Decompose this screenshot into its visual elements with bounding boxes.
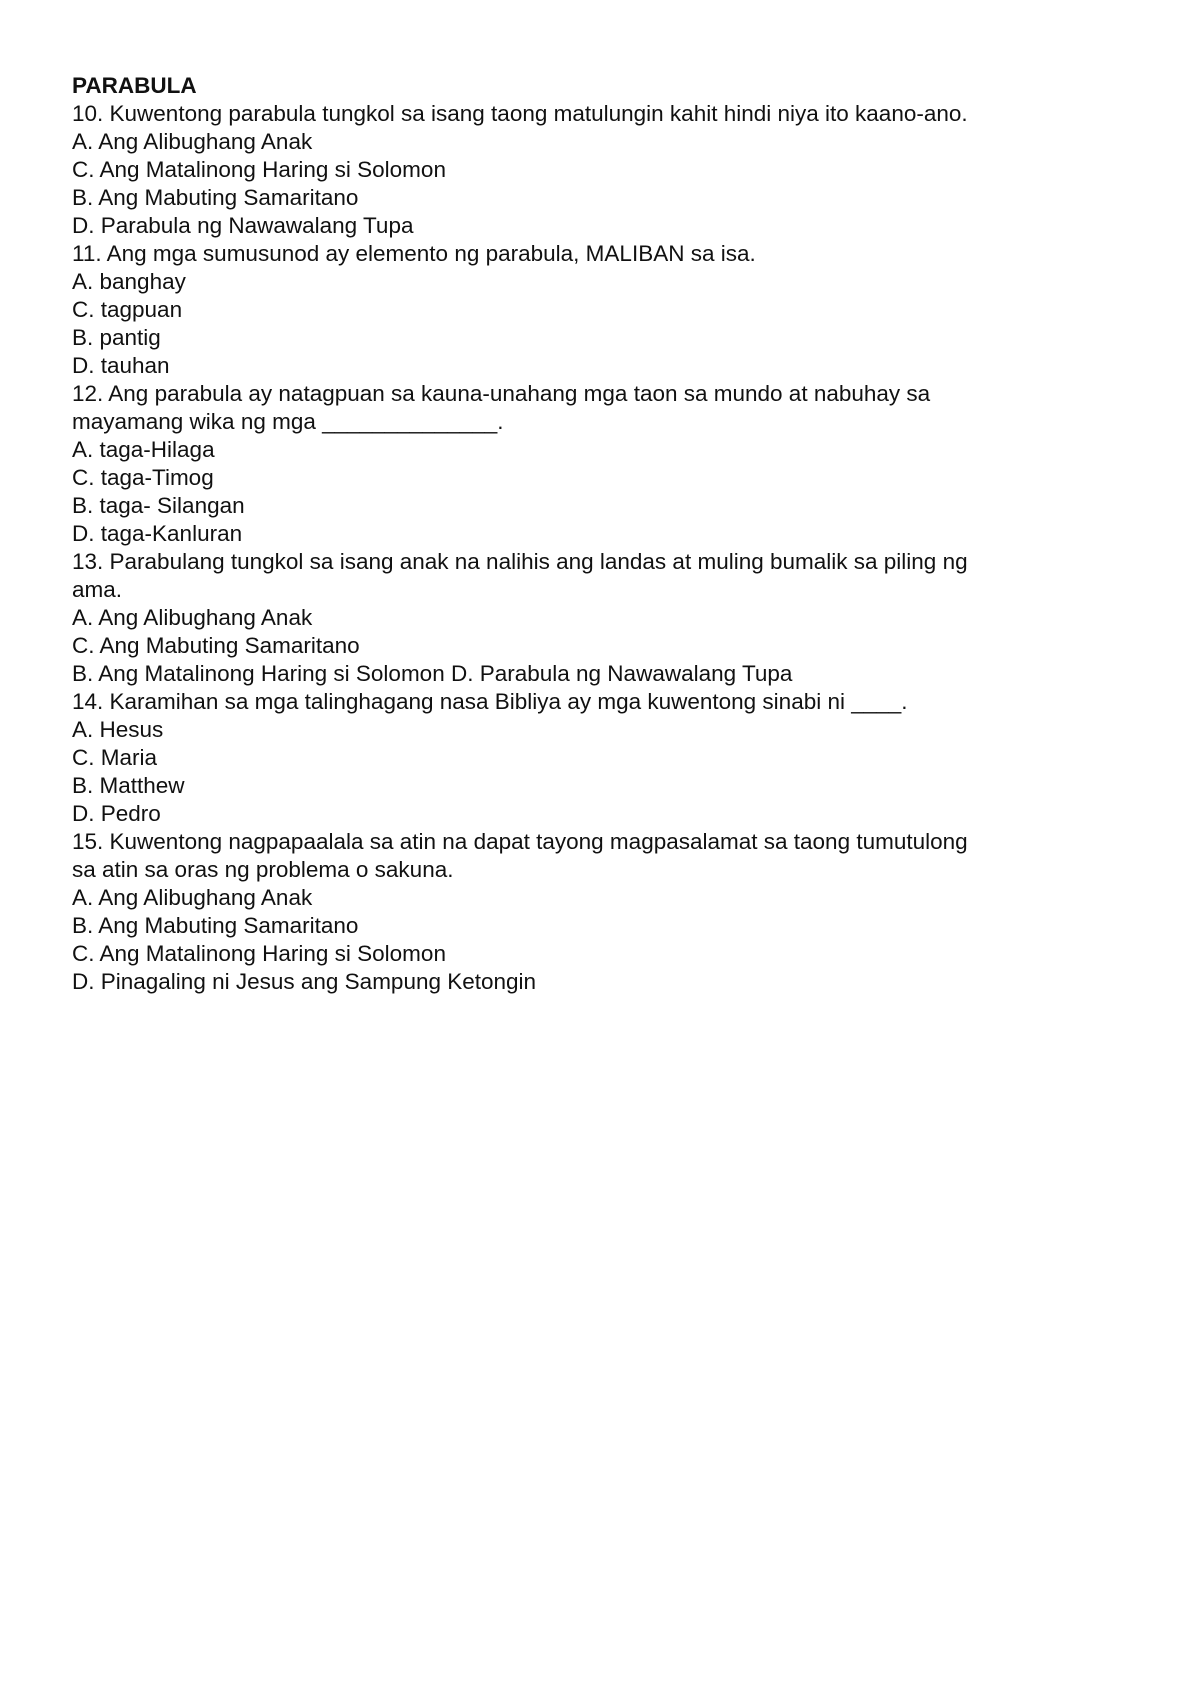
choice: A. taga-Hilaga (72, 437, 215, 462)
question-text: 10. Kuwentong parabula tungkol sa isang taong matulungin kahit hindi niya ito kaano-ano. (72, 101, 968, 126)
choice: C. Ang Mabuting Samaritano (72, 633, 360, 658)
choice: D. Pinagaling ni Jesus ang Sampung Ketongin (72, 969, 537, 994)
question-13 (72, 548, 1132, 688)
choice: D. tauhan (72, 353, 170, 378)
choice: A. Ang Alibughang Anak (72, 605, 313, 630)
choice: C. Ang Matalinong Haring si Solomon (72, 157, 446, 182)
question-15 (72, 828, 1132, 996)
question-text: 11. Ang mga sumusunod ay elemento ng parabula, MALIBAN sa isa. (72, 241, 756, 266)
choice: D. Parabula ng Nawawalang Tupa (72, 213, 414, 238)
choice: B. Ang Mabuting Samaritano (72, 185, 359, 210)
choice: B. Matthew (72, 773, 185, 798)
question-text: 12. Ang parabula ay natagpuan sa kauna-unahang mga taon sa mundo at nabuhay sa mayamang wika ng mga ______________. (72, 381, 937, 434)
question-text: 13. Parabulang tungkol sa isang anak na nalihis ang landas at muling bumalik sa piling ng ama. (72, 549, 974, 602)
choice: C. Ang Matalinong Haring si Solomon (72, 941, 446, 966)
question-text: 15. Kuwentong nagpapaalala sa atin na dapat tayong magpasalamat sa taong tumutulong sa atin sa oras ng problema o sakuna. (72, 829, 974, 882)
question-14 (72, 688, 1132, 828)
choice: D. taga-Kanluran (72, 521, 243, 546)
choice: B. Ang Matalinong Haring si Solomon D. Parabula ng Nawawalang Tupa (72, 661, 793, 686)
question-text: 14. Karamihan sa mga talinghagang nasa Bibliya ay mga kuwentong sinabi ni ____. (72, 689, 908, 714)
choice: A. banghay (72, 269, 186, 294)
choice: D. Pedro (72, 801, 161, 826)
choice: A. Ang Alibughang Anak (72, 885, 313, 910)
question-11 (72, 240, 1132, 380)
choice: A. Ang Alibughang Anak (72, 129, 313, 154)
choice: B. pantig (72, 325, 161, 350)
choice: C. Maria (72, 745, 158, 770)
document-page (72, 72, 1132, 996)
choice: B. taga- Silangan (72, 493, 245, 518)
choice: C. taga-Timog (72, 465, 214, 490)
choice: B. Ang Mabuting Samaritano (72, 913, 359, 938)
choice: A. Hesus (72, 717, 164, 742)
question-12 (72, 380, 1132, 548)
document-title: PARABULA (72, 73, 197, 98)
question-10 (72, 100, 1132, 240)
choice: C. tagpuan (72, 297, 183, 322)
